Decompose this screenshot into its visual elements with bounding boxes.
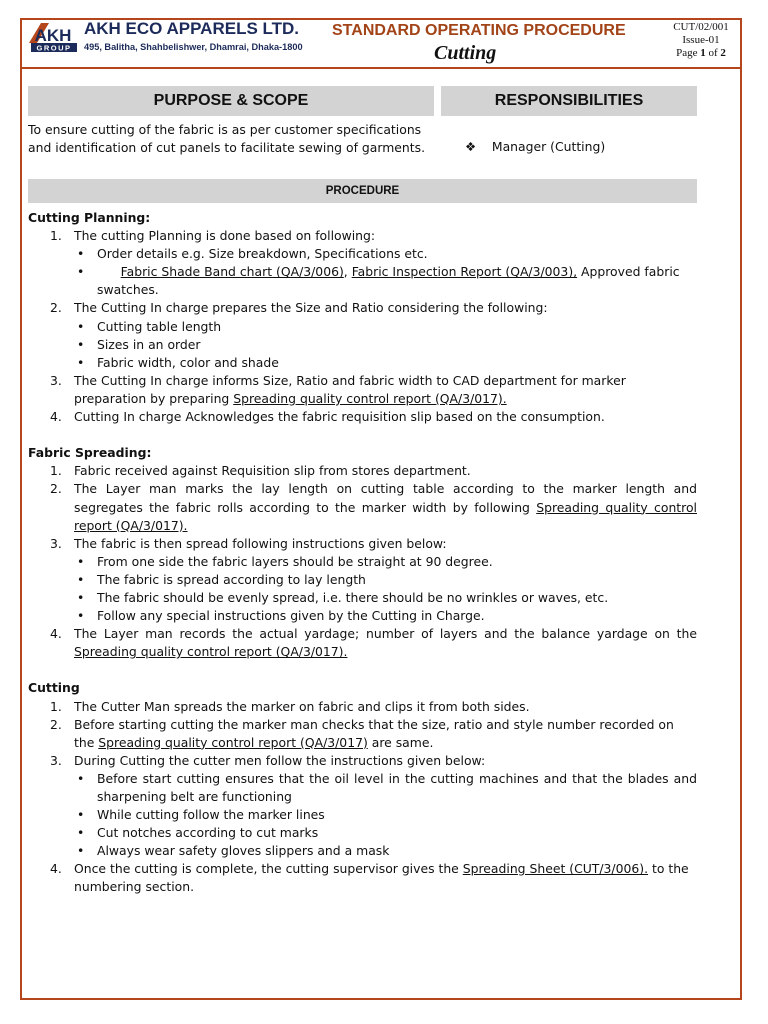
link-fabric-shade-band[interactable]: Fabric Shade Band chart (QA/3/006) (120, 264, 344, 280)
link-spreading-qc-report[interactable]: Spreading quality control report (QA/3/017) (98, 734, 368, 750)
link-fabric-inspection-report[interactable]: Fabric Inspection Report (QA/3/003), (351, 264, 578, 280)
document-subtitle: Cutting (434, 42, 497, 64)
bullet-item: • Sizes in an order (77, 336, 201, 352)
list-item: 3. The fabric is then spread following instructions given below: (50, 535, 447, 551)
list-item: 1. The cutting Planning is done based on following: (50, 228, 376, 244)
responsibility-item: ❖ Manager (Cutting) (465, 139, 606, 154)
list-item: 4. Once the cutting is complete, the cutting supervisor gives the Spreading Sheet (CUT/3/006). to the numbering section. (50, 861, 689, 895)
section-title: Cutting Planning: (28, 210, 151, 225)
logo-group-text: GROUP (36, 43, 72, 53)
bullet-item: • Cutting table length (77, 318, 222, 334)
procedure-heading: PROCEDURE (28, 179, 697, 203)
logo-text: AKH (34, 26, 72, 45)
list-item: 2. The Layer man marks the lay length on cutting table according to the marker length and segregates the fabric rolls according to the marker width by following Spreading quality control report (QA/3/017). (50, 481, 697, 533)
header-divider (20, 67, 742, 69)
list-item: 1. The Cutter Man spreads the marker on fabric and clips it from both sides. (50, 698, 530, 714)
company-logo (27, 21, 79, 53)
document-title: STANDARD OPERATING PROCEDURE (332, 22, 626, 39)
purpose-heading: PURPOSE & SCOPE (28, 86, 434, 116)
bullet-item: • Always wear safety gloves slippers and a mask (77, 843, 390, 859)
list-item: 4. The Layer man records the actual yardage; number of layers and the balance yardage on the Spreading quality control report (QA/3/017). (50, 626, 697, 660)
section-title: Cutting (28, 680, 80, 696)
list-item: 2. Before starting cutting the marker man checks that the size, ratio and style number recorded on the Spreading quality control report (QA/3/017) are same. (50, 716, 674, 750)
company-address: 495, Balitha, Shahbelishwer, Dhamrai, Dhaka-1800 (84, 42, 303, 52)
procedure-body (28, 209, 697, 897)
company-name: AKH ECO APPARELS LTD. (84, 19, 300, 38)
bullet-item: • Cut notches according to cut marks (77, 825, 319, 841)
list-item: 1. Fabric received against Requisition slip from stores department. (50, 463, 471, 479)
link-spreading-qc-report[interactable]: Spreading quality control report (QA/3/017). (74, 499, 697, 533)
document-number: CUT/02/001 (673, 21, 729, 33)
bullet-item: • From one side the fabric layers should be straight at 90 degree. (77, 553, 493, 569)
bullet-item: • While cutting follow the marker lines (77, 807, 325, 823)
list-item: 4. Cutting In charge Acknowledges the fabric requisition slip based on the consumption. (50, 409, 605, 425)
bullet-item: • Fabric Shade Band chart (QA/3/006), Fabric Inspection Report (QA/3/003), Approved fabric swatches. (77, 264, 680, 298)
list-item: 3. The Cutting In charge informs Size, Ratio and fabric width to CAD department for marker preparation by preparing Spreading quality control report (QA/3/017). (50, 372, 626, 406)
link-spreading-qc-report[interactable]: Spreading quality control report (QA/3/017). (74, 644, 348, 660)
bullet-item: • Before start cutting ensures that the oil level in the cutting machines and that the blades and sharpening belt are functioning (77, 770, 697, 804)
bullet-item: • Fabric width, color and shade (77, 354, 279, 370)
issue-number: Issue-01 (682, 34, 720, 46)
link-spreading-sheet[interactable]: Spreading Sheet (CUT/3/006). (462, 861, 649, 877)
bullet-item: • Follow any special instructions given by the Cutting in Charge. (77, 608, 485, 624)
diamond-bullet-icon: ❖ (465, 139, 477, 154)
bullet-item: • The fabric should be evenly spread, i.e. there should be no wrinkles or waves, etc. (77, 589, 609, 605)
link-spreading-qc-report[interactable]: Spreading quality control report (QA/3/017). (233, 390, 507, 406)
page-indicator: Page 1 of 2 (676, 47, 726, 59)
bullet-item: • Order details e.g. Size breakdown, Specifications etc. (77, 246, 428, 262)
list-item: 3. During Cutting the cutter men follow the instructions given below: (50, 752, 486, 768)
responsibilities-heading: RESPONSIBILITIES (441, 86, 697, 116)
section-title: Fabric Spreading: (28, 445, 152, 461)
bullet-item: • The fabric is spread according to lay length (77, 571, 366, 587)
purpose-text: To ensure cutting of the fabric is as per customer specifications and identification of cut panels to facilitate sewing of garments. (28, 122, 426, 155)
list-item: 2. The Cutting In charge prepares the Size and Ratio considering the following: (50, 300, 548, 316)
